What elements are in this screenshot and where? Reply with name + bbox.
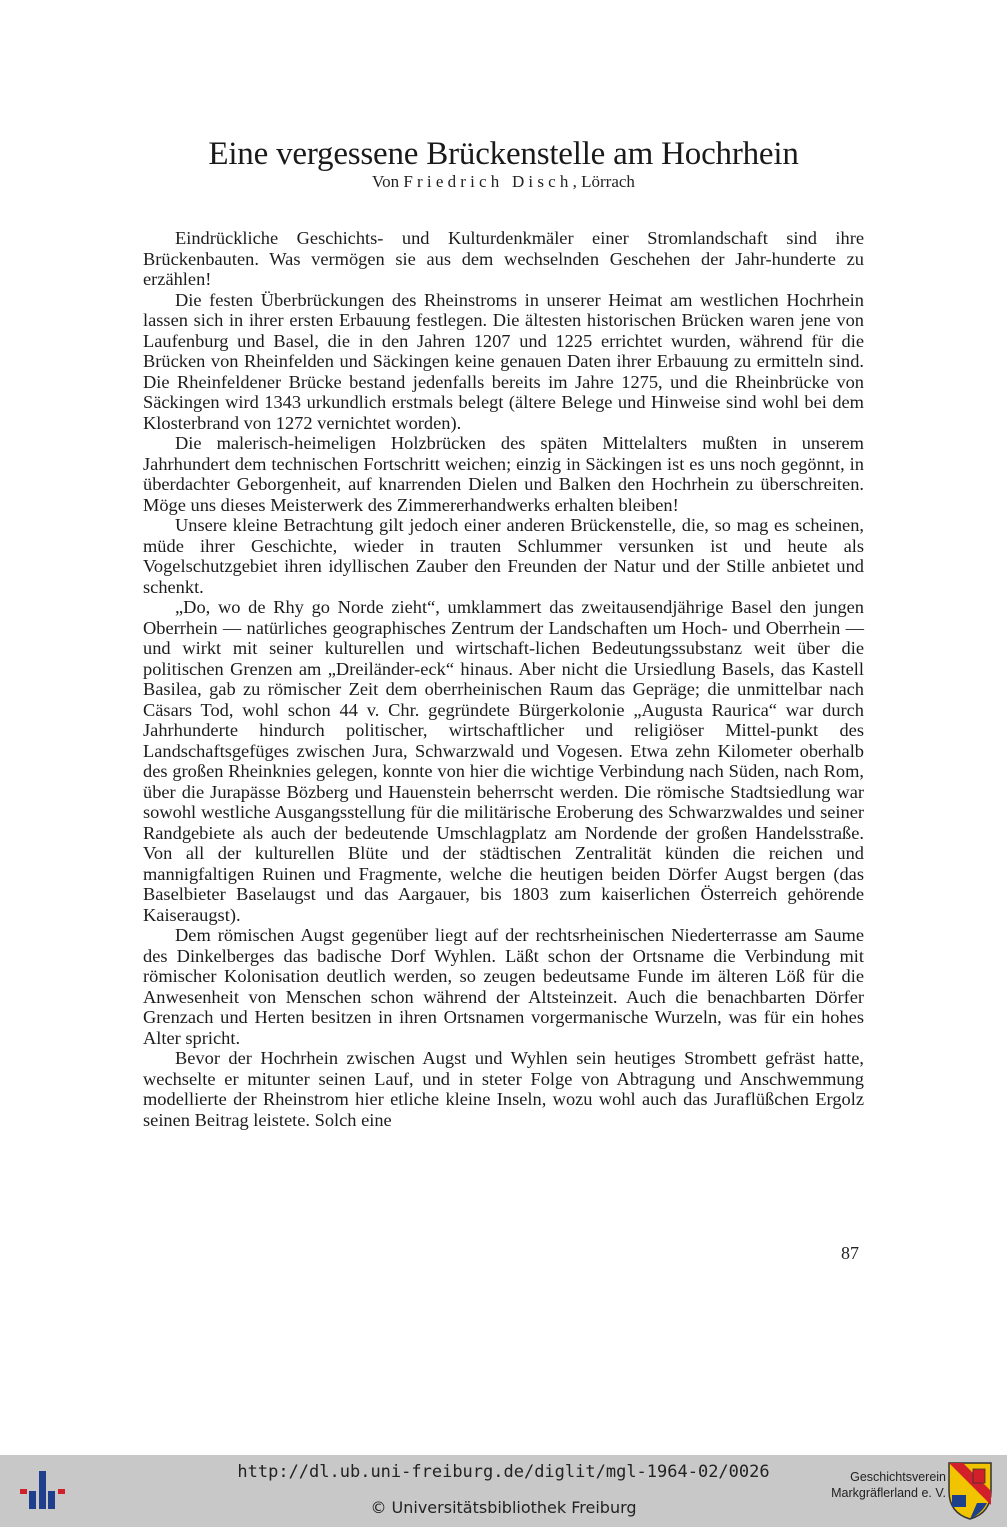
- copyright-text: © Universitätsbibliothek Freiburg: [370, 1498, 637, 1517]
- paragraph: Die malerisch-heimeligen Holzbrücken des späten Mittelalters mußten in unserem Jahrhundert dem technischen Fortschritt weichen; einzig in Säckingen ist es uns noch gegönnt, in überdachter Geborgenheit, auf knarrenden Dielen und Balken den Hochrhein zu überschreiten. Möge uns dieses Meisterwerk des Zimmererhandwerks erhalten bleiben!: [143, 433, 864, 515]
- society-name-line1: Geschichtsverein: [850, 1470, 946, 1484]
- article-body: [143, 228, 864, 1130]
- coat-of-arms-icon: [947, 1461, 993, 1521]
- paragraph: Die festen Überbrückungen des Rheinstroms in unserer Heimat am westlichen Hochrhein lassen sich in ihrer ersten Erbauung festlegen. Die ältesten historischen Brücken waren jene von Laufenburg und Basel, die in den Jahren 1207 und 1225 errichtet wurden, während für die Brücken von Rheinfelden und Säckingen keine genauen Daten ihrer Erbauung zu ermitteln sind. Die Rheinfeldener Brücke bestand jedenfalls bereits im Jahre 1275, und die Rheinbrücke von Säckingen wird 1343 urkundlich erstmals belegt (ältere Belege und Hinweise sind wohl bei dem Klosterbrand von 1272 vernichtet worden).: [143, 289, 864, 433]
- paragraph: Unsere kleine Betrachtung gilt jedoch einer anderen Brückenstelle, die, so mag es scheinen, müde ihrer Geschichte, wieder in trauten Schlummer versunken ist und heute als Vogelschutzgebiet ihren idyllischen Zauber den Freunden der Natur und der Stille anbietet und schenkt.: [143, 515, 864, 597]
- article-byline: [0, 172, 1007, 192]
- footer-bar: [0, 1455, 1007, 1527]
- society-name: [806, 1469, 946, 1501]
- author-name: Friedrich Disch: [403, 172, 573, 191]
- source-url-link[interactable]: http://dl.ub.uni-freiburg.de/diglit/mgl-1964-02/0026: [237, 1462, 770, 1482]
- page-number: 87: [841, 1243, 859, 1263]
- paragraph: Dem römischen Augst gegenüber liegt auf der rechtsrheinischen Niederterrasse am Saume des Dinkelberges das badische Dorf Wyhlen. Läßt schon der Ortsname die Verbindung mit römischer Kolonisation deutlich werden, so zeugen bedeutsame Funde im älteren Löß für die Anwesenheit von Menschen schon während der Altsteinzeit. Auch die benachbarten Dörfer Grenzach und Herten besitzen in ihren Ortsnamen vorgermanische Wurzeln, was für ein hohes Alter spricht.: [143, 925, 864, 1048]
- paragraph: Bevor der Hochrhein zwischen Augst und Wyhlen sein heutiges Strombett gefräst hatte, wechselte er mitunter seinen Lauf, und in steter Folge von Abtragung und Anschwemmung modellierte der Rheinstrom hier etliche kleine Inseln, wozu wohl auch das Juraflüßchen Ergolz seinen Beitrag leistete. Solch eine: [143, 1048, 864, 1130]
- paragraph: „Do, wo de Rhy go Norde zieht“, umklammert das zweitausendjährige Basel den jungen Oberrhein — natürliches geographisches Zentrum der Landschaften um Hoch- und Oberrhein — und wirkt mit seiner kulturellen und wirtschaft-lichen Bedeutungssubstanz weit über die politischen Grenzen am „Dreiländer-eck“ hinaus. Aber nicht die Ursiedlung Basels, das Kastell Basilea, gab zu römischer Zeit dem oberrheinischen Raum das Gepräge; die unmittelbar nach Cäsars Tod, wohl schon 44 v. Chr. gegründete Bürgerkolonie „Augusta Raurica“ war durch Jahrhunderte hindurch politischer, wirtschaftlicher und religiöser Mittel-punkt des Landschaftsgefüges zwischen Jura, Schwarzwald und Vogesen. Etwa zehn Kilometer oberhalb des großen Rheinknies gelegen, konnte von hier die wichtige Verbindung nach Süden, nach Rom, über die Jurapässe Bözberg und Hauenstein beherrscht werden. Die römische Stadtsiedlung war sowohl westliche Ausgangsstellung für die militärische Eroberung des Schwarzwaldes und seiner Randgebiete als auch der bedeutende Umschlagplatz am Nordende der großen Handelsstraße. Von all der kulturellen Blüte und der städtischen Zentralität künden die reichen und mannigfaltigen Ruinen und Fragmente, welche die heutigen beiden Dörfer Augst bergen (das Baselbieter Baselaugst und das Aargauer, bis 1803 zum kaiserlichen Österreich gehörende Kaiseraugst).: [143, 597, 864, 925]
- paragraph: Eindrückliche Geschichts- und Kulturdenkmäler einer Stromlandschaft sind ihre Brückenbauten. Was vermögen sie aus dem wechselnden Geschehen der Jahr-hunderte zu erzählen!: [143, 228, 864, 289]
- society-name-line2: Markgräflerland e. V.: [831, 1486, 946, 1500]
- byline-suffix: , Lörrach: [572, 172, 635, 191]
- article-title: Eine vergessene Brückenstelle am Hochrhein: [208, 136, 799, 173]
- byline-prefix: Von: [372, 172, 404, 191]
